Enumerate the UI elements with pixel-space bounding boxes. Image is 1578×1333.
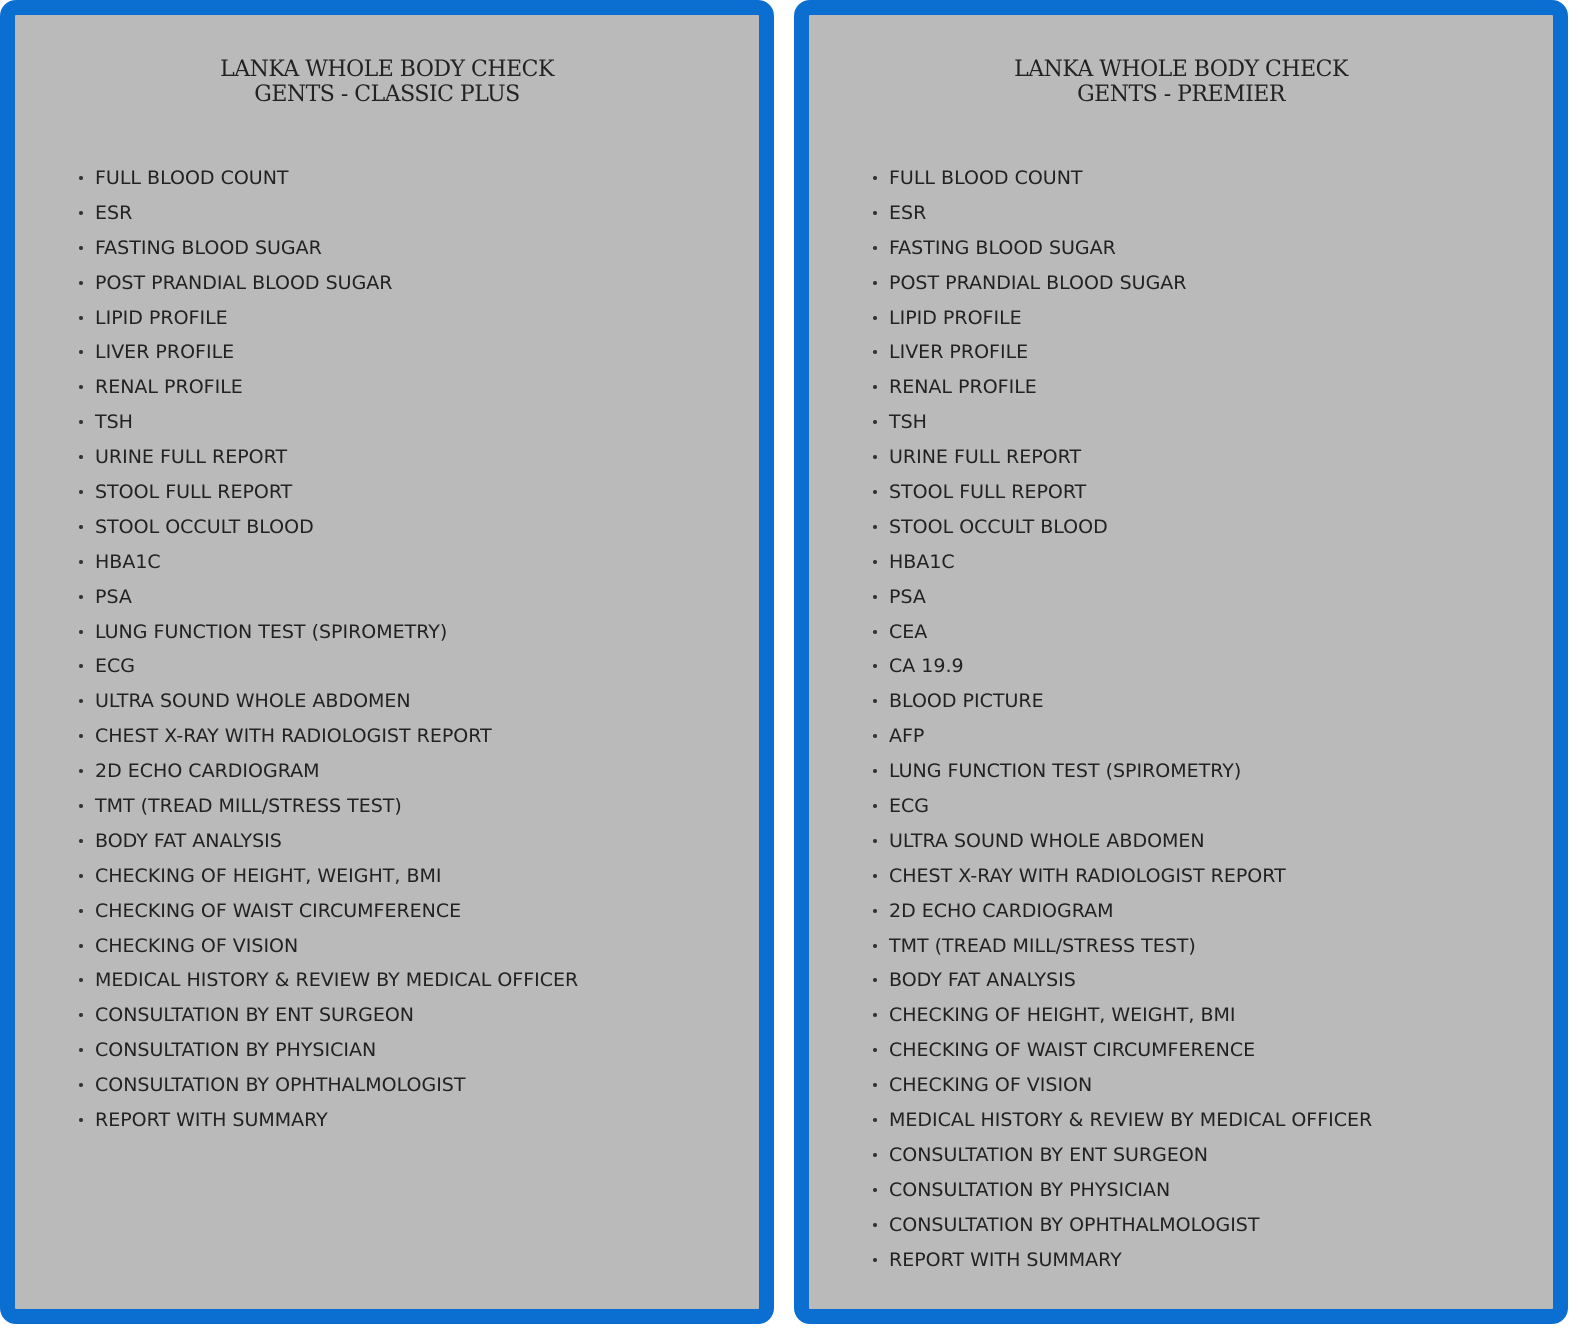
list-item: CEA [873, 615, 1372, 650]
list-item: BODY FAT ANALYSIS [79, 824, 578, 859]
list-item: CHECKING OF WAIST CIRCUMFERENCE [873, 1033, 1372, 1068]
list-item: HBA1C [79, 545, 578, 580]
list-item: PSA [79, 580, 578, 615]
package-card-classic-plus [0, 0, 774, 1324]
list-item: CHEST X-RAY WITH RADIOLOGIST REPORT [873, 859, 1372, 894]
list-item: TSH [79, 405, 578, 440]
card-title-line-2: GENTS - CLASSIC PLUS [254, 82, 520, 107]
list-item: TMT (TREAD MILL/STRESS TEST) [79, 789, 578, 824]
list-item: ULTRA SOUND WHOLE ABDOMEN [79, 684, 578, 719]
list-item: CHECKING OF HEIGHT, WEIGHT, BMI [79, 859, 578, 894]
card-title [809, 57, 1553, 107]
list-item: REPORT WITH SUMMARY [873, 1243, 1372, 1278]
list-item: ESR [79, 196, 578, 231]
list-item: STOOL FULL REPORT [79, 475, 578, 510]
card-title [15, 57, 759, 107]
list-item: RENAL PROFILE [873, 370, 1372, 405]
list-item: URINE FULL REPORT [79, 440, 578, 475]
list-item: POST PRANDIAL BLOOD SUGAR [873, 266, 1372, 301]
package-card-premier [794, 0, 1568, 1324]
list-item: URINE FULL REPORT [873, 440, 1372, 475]
list-item: REPORT WITH SUMMARY [79, 1103, 578, 1138]
test-list [873, 161, 1372, 1278]
list-item: CONSULTATION BY ENT SURGEON [873, 1138, 1372, 1173]
list-item: STOOL OCCULT BLOOD [873, 510, 1372, 545]
list-item: LIVER PROFILE [79, 335, 578, 370]
list-item: LIPID PROFILE [79, 301, 578, 336]
list-item: LIPID PROFILE [873, 301, 1372, 336]
list-item: LUNG FUNCTION TEST (SPIROMETRY) [873, 754, 1372, 789]
list-item: FASTING BLOOD SUGAR [873, 231, 1372, 266]
list-item: 2D ECHO CARDIOGRAM [873, 894, 1372, 929]
list-item: BLOOD PICTURE [873, 684, 1372, 719]
list-item: CONSULTATION BY OPHTHALMOLOGIST [79, 1068, 578, 1103]
list-item: CHEST X-RAY WITH RADIOLOGIST REPORT [79, 719, 578, 754]
list-item: CONSULTATION BY OPHTHALMOLOGIST [873, 1208, 1372, 1243]
list-item: FULL BLOOD COUNT [79, 161, 578, 196]
list-item: ECG [873, 789, 1372, 824]
list-item: FASTING BLOOD SUGAR [79, 231, 578, 266]
list-item: CHECKING OF VISION [79, 929, 578, 964]
list-item: CONSULTATION BY PHYSICIAN [873, 1173, 1372, 1208]
list-item: 2D ECHO CARDIOGRAM [79, 754, 578, 789]
list-item: STOOL FULL REPORT [873, 475, 1372, 510]
list-item: CA 19.9 [873, 649, 1372, 684]
list-item: CONSULTATION BY PHYSICIAN [79, 1033, 578, 1068]
list-item: HBA1C [873, 545, 1372, 580]
card-title-line-1: LANKA WHOLE BODY CHECK [1014, 57, 1348, 82]
list-item: ESR [873, 196, 1372, 231]
list-item: LIVER PROFILE [873, 335, 1372, 370]
card-title-line-1: LANKA WHOLE BODY CHECK [220, 57, 554, 82]
list-item: CHECKING OF HEIGHT, WEIGHT, BMI [873, 998, 1372, 1033]
list-item: AFP [873, 719, 1372, 754]
list-item: MEDICAL HISTORY & REVIEW BY MEDICAL OFFICER [873, 1103, 1372, 1138]
list-item: ECG [79, 649, 578, 684]
list-item: CONSULTATION BY ENT SURGEON [79, 998, 578, 1033]
list-item: PSA [873, 580, 1372, 615]
list-item: POST PRANDIAL BLOOD SUGAR [79, 266, 578, 301]
list-item: FULL BLOOD COUNT [873, 161, 1372, 196]
list-item: TMT (TREAD MILL/STRESS TEST) [873, 929, 1372, 964]
list-item: STOOL OCCULT BLOOD [79, 510, 578, 545]
list-item: BODY FAT ANALYSIS [873, 963, 1372, 998]
list-item: MEDICAL HISTORY & REVIEW BY MEDICAL OFFICER [79, 963, 578, 998]
list-item: ULTRA SOUND WHOLE ABDOMEN [873, 824, 1372, 859]
list-item: RENAL PROFILE [79, 370, 578, 405]
card-title-line-2: GENTS - PREMIER [1077, 82, 1285, 107]
list-item: CHECKING OF WAIST CIRCUMFERENCE [79, 894, 578, 929]
list-item: TSH [873, 405, 1372, 440]
list-item: LUNG FUNCTION TEST (SPIROMETRY) [79, 615, 578, 650]
test-list [79, 161, 578, 1138]
list-item: CHECKING OF VISION [873, 1068, 1372, 1103]
